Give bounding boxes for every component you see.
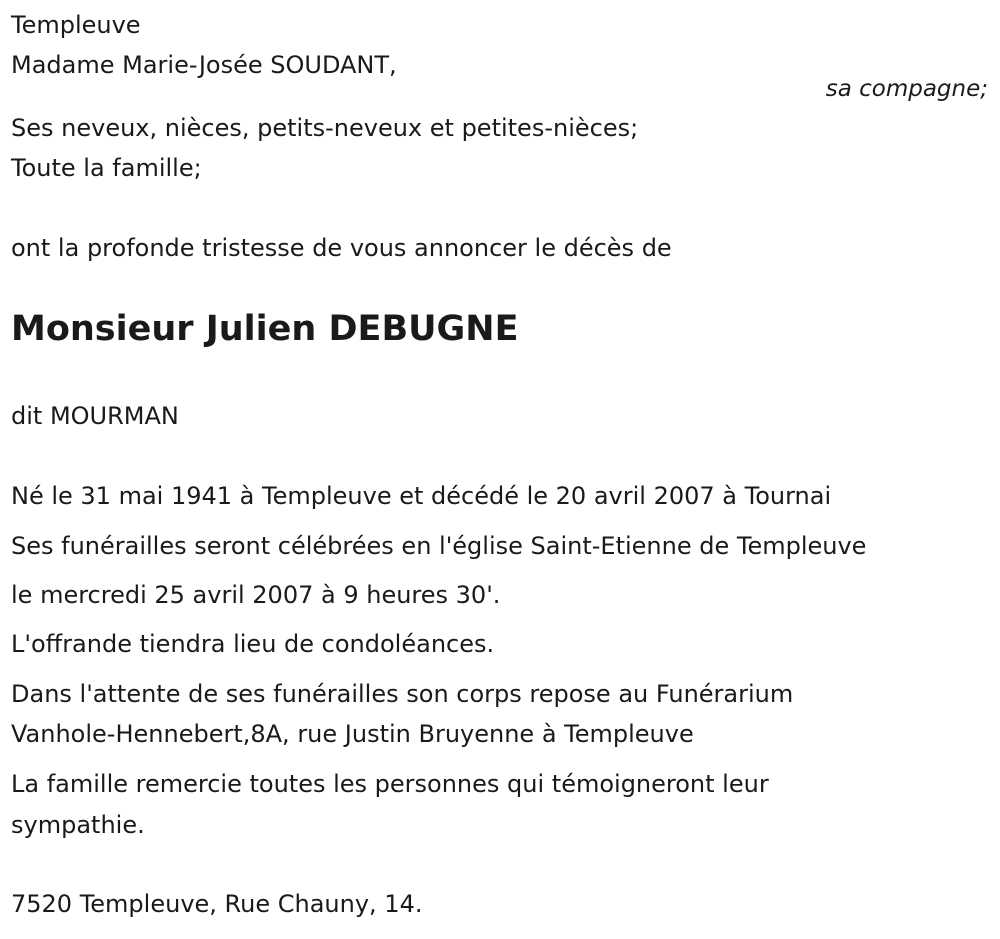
funeral-line-2: le mercredi 25 avril 2007 à 9 heures 30'. xyxy=(11,581,501,609)
family-line: Toute la famille; xyxy=(11,154,202,182)
deceased-name: Monsieur Julien DEBUGNE xyxy=(11,309,519,349)
city-heading: Templeuve xyxy=(11,11,141,39)
offering-line: L'offrande tiendra lieu de condoléances. xyxy=(11,630,495,658)
thanks-line-2: sympathie. xyxy=(11,811,145,839)
announcement-text: ont la profonde tristesse de vous annoncer le décès de xyxy=(11,234,672,262)
companion-name: Madame Marie-Josée SOUDANT, xyxy=(11,51,397,79)
birth-death-line: Né le 31 mai 1941 à Templeuve et décédé le 20 avril 2007 à Tournai xyxy=(11,482,832,510)
funeral-line-1: Ses funérailles seront célébrées en l'église Saint-Etienne de Templeuve xyxy=(11,532,867,560)
rest-line-2: Vanhole-Hennebert,8A, rue Justin Bruyenne à Templeuve xyxy=(11,720,694,748)
address-line: 7520 Templeuve, Rue Chauny, 14. xyxy=(11,890,423,918)
companion-role: sa compagne; xyxy=(825,76,988,102)
deceased-nickname: dit MOURMAN xyxy=(11,402,179,430)
nephews-line: Ses neveux, nièces, petits-neveux et petites-nièces; xyxy=(11,114,639,142)
thanks-line-1: La famille remercie toutes les personnes qui témoigneront leur xyxy=(11,770,769,798)
rest-line-1: Dans l'attente de ses funérailles son corps repose au Funérarium xyxy=(11,680,794,708)
